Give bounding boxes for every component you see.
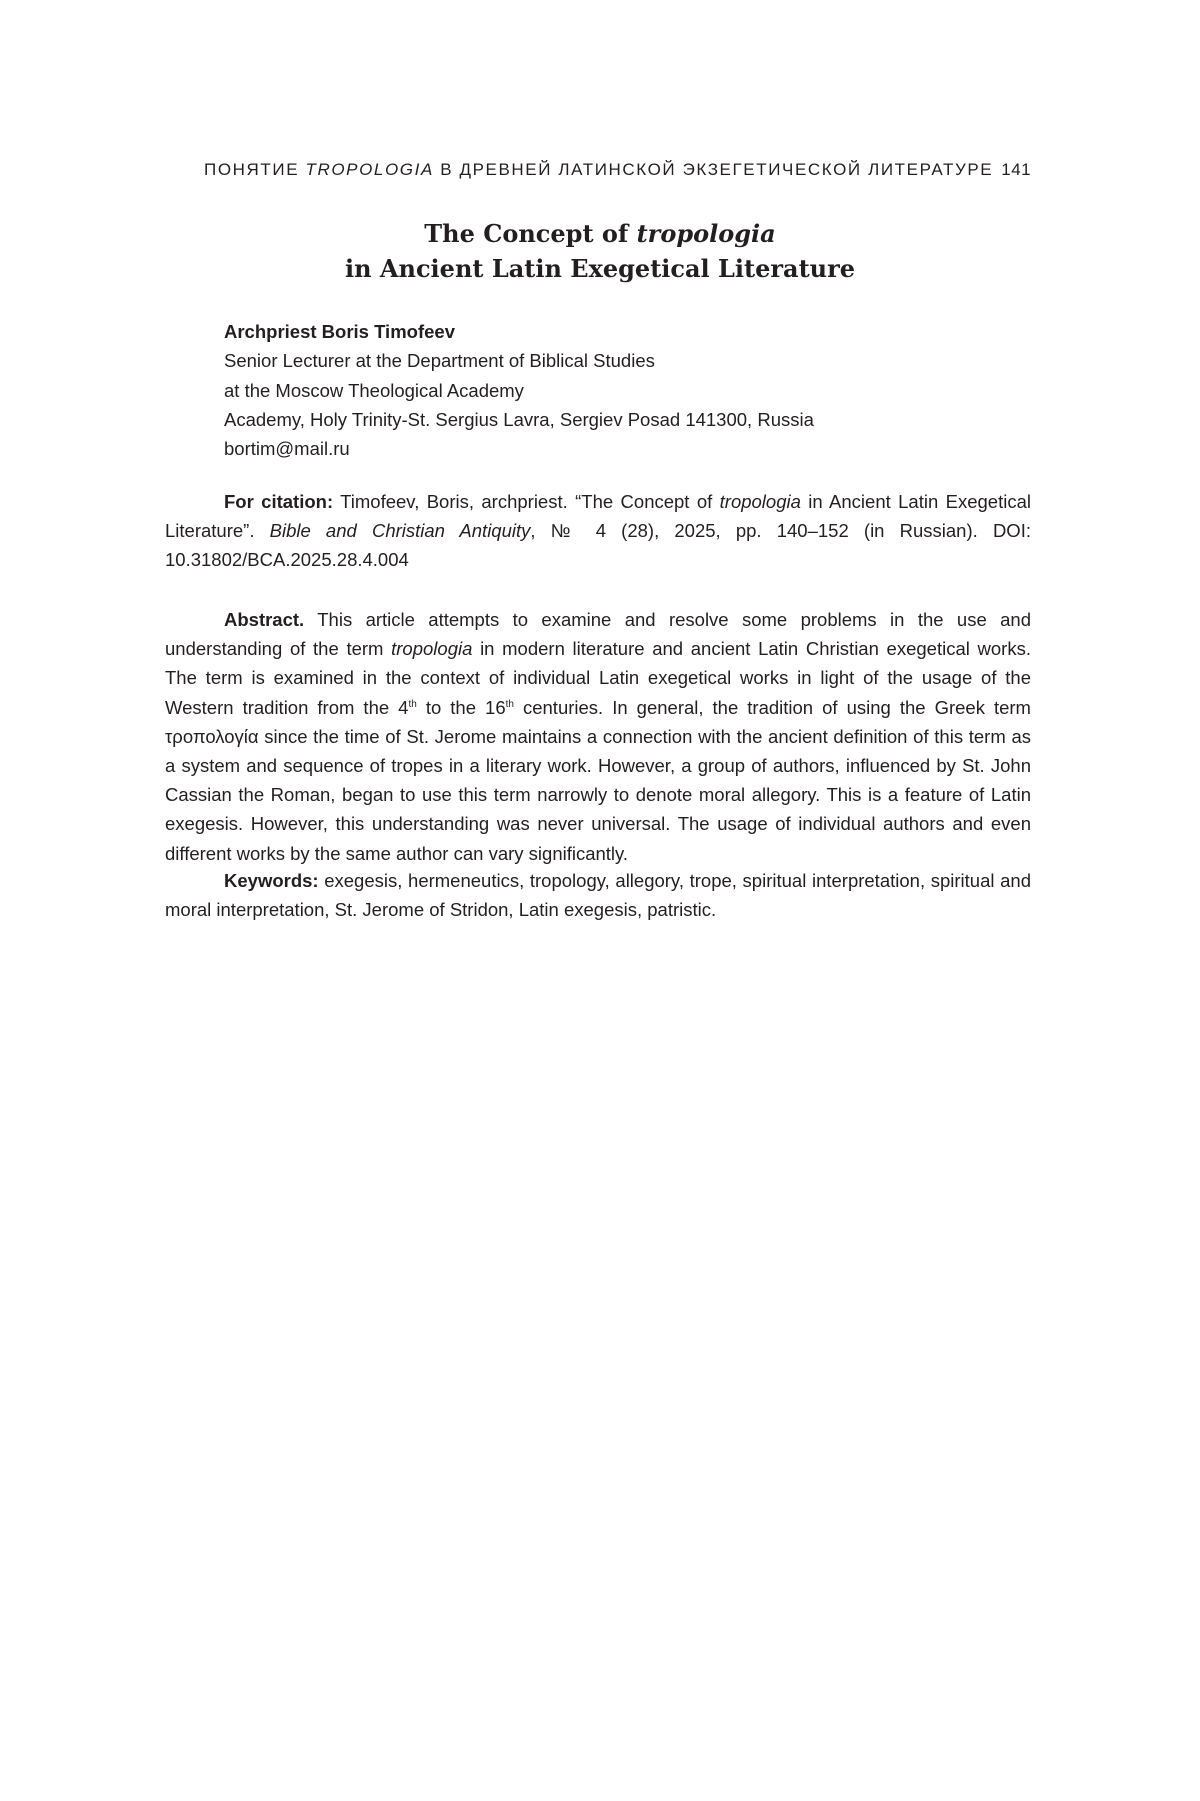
abstract-text-4: centuries. In general, the tradition of using the Greek term τροπολογία since the time of St. Jerome maintains a connection with the ancient definition of this term as a system and sequence of tropes in a literary work. However, a group of authors, influenced by St. John Cassian the Roman, began to use this term narrowly to denote moral allegory. This is a feature of Latin exegesis. However, this understanding was never universal. The usage of individual authors and even different works by the same author can vary significantly.	[165, 696, 1031, 864]
abstract-paragraph	[165, 605, 1031, 868]
citation-journal-name: Bible and Christian Antiquity	[269, 520, 531, 542]
author-position-line-1: Senior Lecturer at the Department of Biblical Studies	[224, 350, 655, 372]
citation-text-1: Timofeev, Boris, archpriest. “The Concept of	[333, 491, 720, 512]
author-name: Archpriest Boris Timofeev	[224, 321, 455, 342]
abstract-superscript-2: th	[505, 698, 514, 710]
page-number: 141	[1001, 160, 1032, 179]
abstract-text-1: This article attempts to examine and resolve some problems in the use and understanding of the term	[165, 609, 1031, 660]
article-title	[160, 216, 1040, 286]
keywords-text: exegesis, hermeneutics, tropology, allegory, trope, spiritual interpretation, spiritual and moral interpretation, St. Jerome of Stridon, Latin exegesis, patristic.	[165, 870, 1031, 921]
author-position-line-2: at the Moscow Theological Academy	[224, 379, 524, 401]
author-email[interactable]: bortim@mail.ru	[224, 438, 350, 460]
citation-text-2: in Ancient Latin Exegetical Literature”.	[165, 491, 1031, 542]
title-italic-term: tropologia	[636, 219, 776, 248]
citation-paragraph	[165, 487, 1031, 575]
running-head-text: ПОНЯТИЕ	[204, 160, 306, 179]
abstract-superscript-1: th	[408, 698, 417, 710]
abstract-italic-term: tropologia	[391, 638, 473, 660]
running-head-text-rest: В ДРЕВНЕЙ ЛАТИНСКОЙ ЭКЗЕГЕТИЧЕСКОЙ ЛИТЕРАТУРЕ	[433, 160, 994, 179]
keywords-label: Keywords:	[224, 870, 319, 891]
title-line-1	[160, 216, 1040, 251]
author-block	[224, 317, 1024, 463]
abstract-label: Abstract.	[224, 609, 305, 630]
running-head-italic: TROPOLOGIA	[305, 160, 434, 179]
keywords-paragraph	[165, 866, 1031, 924]
running-head	[204, 160, 1030, 180]
abstract-text-3: to the 16	[416, 696, 506, 718]
title-line-2: in Ancient Latin Exegetical Literature	[344, 254, 856, 283]
title-text: The Concept of	[424, 219, 637, 248]
abstract-text-2: in modern literature and ancient Latin Christian exegetical works. The term is examined in the context of individual Latin exegetical works in light of the usage of the Western tradition from the 4	[165, 638, 1031, 718]
citation-italic-1: tropologia	[719, 491, 801, 512]
citation-label: For citation:	[224, 491, 334, 512]
citation-text-3: , № 4 (28), 2025, pp. 140–152 (in Russian). DOI: 10.31802/BCA.2025.28.4.004	[165, 520, 1031, 571]
author-address: Academy, Holy Trinity-St. Sergius Lavra, Sergiev Posad 141300, Russia	[224, 408, 814, 430]
